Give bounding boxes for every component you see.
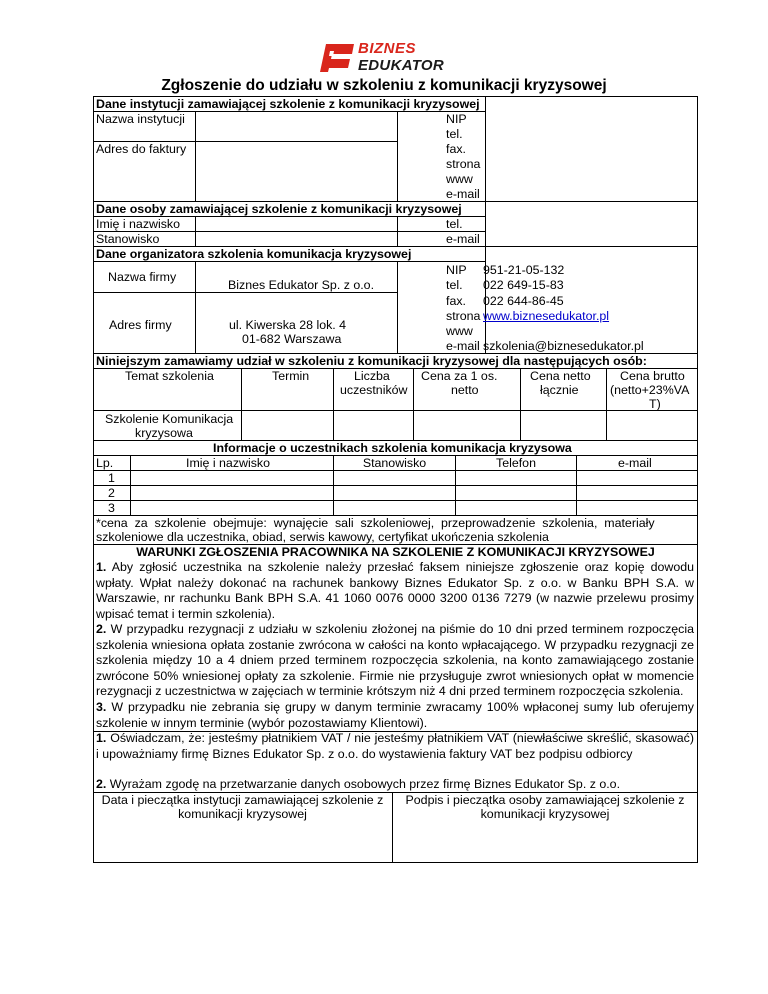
s4-col-temat: Temat szkolenia — [125, 369, 214, 383]
warunki-p2-num: 2. — [96, 622, 107, 636]
s4-row-temat-1: Szkolenie Komunikacja — [105, 412, 234, 426]
s3-firma-value: Biznes Edukator Sp. z o.o. — [228, 278, 375, 292]
s5-col-email: e-mail — [618, 456, 652, 470]
s3-email-label: e-mail — [446, 339, 480, 353]
s1-tel-label: tel. — [446, 127, 463, 141]
oswiadczenie-1-num: 1. — [96, 731, 107, 745]
warunki-p3 — [96, 700, 694, 731]
s5-col-imie: Imię i nazwisko — [186, 456, 271, 470]
s5-header: Informacje o uczestnikach szkolenia komunikacja kryzysowa — [213, 441, 572, 455]
s3-www-link[interactable]: www.biznesedukator.pl — [483, 309, 610, 323]
oswiadczenie-2 — [96, 777, 694, 793]
s3-www-label: www — [446, 324, 473, 338]
s5-note-line-1: *cena za szkolenie obejmuje: wynajęcie sali szkoleniowej, przeprowadzenie szkolenia, materiały — [96, 516, 655, 530]
warunki-p1-num: 1. — [96, 560, 107, 574]
oswiadczenie-2-num: 2. — [96, 777, 107, 791]
s5-row-number: 1 — [108, 471, 115, 485]
s3-adres-firmy-label: Adres firmy — [109, 318, 172, 332]
s4-col-termin: Termin — [272, 369, 310, 383]
s4-col-brutto-2: (netto+23%VA — [610, 383, 690, 397]
s4-col-netto-2: netto — [451, 383, 479, 397]
s3-email-value: szkolenia@biznesedukator.pl — [483, 339, 644, 353]
s1-strona-label: strona — [446, 157, 481, 171]
s3-nip-value: 951-21-05-132 — [483, 263, 565, 277]
warunki-p1-text: Aby zgłosić uczestnika na szkolenie należy przesłać faksem niniejsze zgłoszenie oraz kopię dowodu wpłaty. Wpłat należy dokonać na rachunek bankowy Biznes Edukator Sp. z o.o. w Banku BPH S.A. w Warszawie, nr rachunku Bank BPH S.A. 41 1060 0076 0000 3200 0136 7279 (w nazwie przelewu prosimy wpisać temat i termin szkolenia). — [96, 560, 694, 621]
s3-ulica-value: ul. Kiwerska 28 lok. 4 — [229, 318, 347, 332]
s4-col-lacznie-1: Cena netto — [530, 369, 591, 383]
s3-strona-label: strona — [446, 309, 481, 323]
s5-note-line-2: szkoleniowe dla uczestnika, obiad, serwis kawowy, certyfikat ukończenia szkolenia — [96, 530, 549, 544]
warunki-p1 — [96, 560, 694, 622]
logo-text-biznes: BIZNES — [358, 40, 417, 57]
s5-col-lp: Lp. — [96, 456, 114, 470]
warunki-header: WARUNKI ZGŁOSZENIA PRACOWNIKA NA SZKOLENIE Z KOMUNIKACJI KRYZYSOWEJ — [136, 545, 655, 559]
s4-col-brutto-3: T) — [649, 397, 661, 411]
s3-tel-value: 022 649-15-83 — [483, 278, 564, 292]
s3-tel-label: tel. — [446, 278, 463, 292]
logo-mark-icon — [318, 42, 356, 74]
biznes-edukator-logo — [318, 40, 458, 80]
s4-row-temat-2: kryzysowa — [135, 426, 193, 440]
warunki-p3-num: 3. — [96, 700, 107, 714]
podpis-right-line-1: Podpis i pieczątka osoby zamawiającej szkolenie z — [405, 793, 685, 807]
podpis-left-line-1: Data i pieczątka instytucji zamawiającej szkolenie z — [101, 793, 384, 807]
s2-email-label: e-mail — [446, 232, 480, 246]
podpis-right-line-2: komunikacji kryzysowej — [480, 807, 610, 821]
s5-col-telefon: Telefon — [496, 456, 536, 470]
warunki-p2-text: W przypadku rezygnacji z udziału w szkoleniu złożonej na piśmie do 10 dni przed terminem rozpoczęcia szkolenia wniesiona opłata zostanie zwrócona w całości na konto wpłacającego. W przypadku rezygnacji ze szkolenia między 10 a 4 dniem przed terminem rozpoczęcia szkolenia, na konto zamawiającego zostanie zwrócone 50% wniesionej opłaty za szkolenie. Firmie nie przysługuje zwrot wniesionych opłat w momencie rezygnacji z uczestnictwa w zajęciach w terminie krótszym niż 4 dni przed terminem rozpoczęcia szkolenia. — [96, 622, 694, 699]
logo-text-edukator: EDUKATOR — [358, 57, 445, 74]
s4-col-liczba-2: uczestników — [340, 383, 408, 397]
s5-row-number: 3 — [108, 501, 115, 515]
s4-col-netto-1: Cena za 1 os. — [421, 369, 498, 383]
s3-nip-label: NIP — [446, 263, 467, 277]
s3-fax-value: 022 644-86-45 — [483, 294, 564, 308]
s4-col-brutto-1: Cena brutto — [620, 369, 685, 383]
warunki-p3-text: W przypadku nie zebrania się grupy w danym terminie zwracamy 100% wpłaconej sumy lub oferujemy szkolenie w innym terminie (wybór pozostawiamy Klientowi). — [96, 700, 694, 730]
podpis-left-line-2: komunikacji kryzysowej — [178, 807, 307, 821]
s1-nazwa-label: Nazwa instytucji — [96, 112, 185, 126]
s3-miasto-value: 01-682 Warszawa — [242, 332, 342, 346]
s1-adres-label: Adres do faktury — [96, 142, 187, 156]
oswiadczenie-1-text: Oświadczam, że: jesteśmy płatnikiem VAT / nie jesteśmy płatnikiem VAT (niewłaściwe skreślić, skasować) i upoważniamy firmę Biznes Edukator Sp. z o.o. do wystawienia faktury VAT bez podpisu odbiorcy — [96, 731, 694, 761]
s1-email-label: e-mail — [446, 187, 480, 201]
s2-imie-label: Imię i nazwisko — [96, 217, 181, 231]
page-title: Zgłoszenie do udziału w szkoleniu z komunikacji kryzysowej — [161, 77, 607, 94]
s4-col-lacznie-2: łącznie — [540, 383, 579, 397]
s2-header: Dane osoby zamawiającej szkolenie z komunikacji kryzysowej — [96, 202, 462, 216]
oswiadczenie-1 — [96, 731, 694, 762]
warunki-p2 — [96, 622, 694, 700]
s4-header: Niniejszym zamawiamy udział w szkoleniu z komunikacji kryzysowej dla następujących osób: — [96, 354, 647, 368]
s3-nazwa-firmy-label: Nazwa firmy — [108, 270, 177, 284]
s1-fax-label: fax. — [446, 142, 466, 156]
s5-row-number: 2 — [108, 486, 115, 500]
s1-nip-label: NIP — [446, 112, 467, 126]
s4-col-liczba-1: Liczba — [354, 369, 390, 383]
s3-fax-label: fax. — [446, 294, 466, 308]
s1-www-label: www — [446, 172, 473, 186]
s5-col-stanowisko: Stanowisko — [362, 456, 427, 470]
s3-header: Dane organizatora szkolenia komunikacja kryzysowej — [96, 247, 412, 261]
s2-tel-label: tel. — [446, 217, 463, 231]
s1-header: Dane instytucji zamawiającej szkolenie z komunikacji kryzysowej — [96, 97, 480, 111]
s2-stanowisko-label: Stanowisko — [96, 232, 160, 246]
oswiadczenie-2-text: Wyrażam zgodę na przetwarzanie danych osobowych przez firmę Biznes Edukator Sp. z o.o. — [109, 777, 621, 791]
